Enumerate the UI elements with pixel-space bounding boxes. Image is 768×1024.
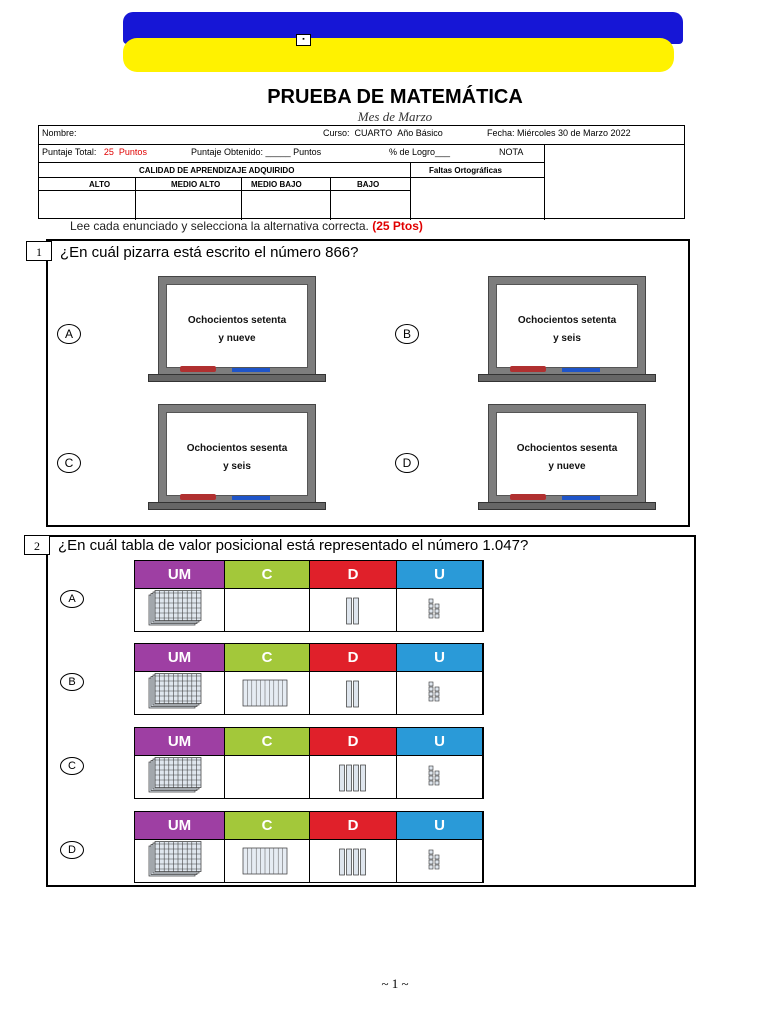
unit-cube-icon <box>435 697 439 701</box>
q2-table-c[interactable] <box>134 727 484 799</box>
q1-board-d[interactable]: Ochocientos sesenta y nueve <box>478 404 656 516</box>
q1-option-d[interactable]: D <box>395 453 419 473</box>
q2-table-d[interactable] <box>134 811 484 883</box>
q2-header-u: U <box>397 561 483 588</box>
unit-cube-icon <box>429 865 433 869</box>
q2-header-c: C <box>225 561 310 588</box>
q2-cell-c <box>225 588 310 631</box>
faltas-header: Faltas Ortográficas <box>429 166 502 175</box>
unit-cube-icon <box>435 687 439 691</box>
unit-cube-icon <box>429 850 433 854</box>
ten-rod-icon <box>354 598 359 624</box>
q2-table-a[interactable] <box>134 560 484 632</box>
page-title: PRUEBA DE MATEMÁTICA <box>267 86 523 108</box>
unit-cube-icon <box>429 771 433 775</box>
q2-header-c: C <box>225 644 310 671</box>
unit-cube-icon <box>435 865 439 869</box>
page-number: ~ 1 ~ <box>381 976 409 991</box>
q1-board-a[interactable]: Ochocientos setenta y nueve <box>148 276 326 388</box>
q2-header-c: C <box>225 728 310 755</box>
q2-header-d: D <box>310 812 397 839</box>
unit-cube-icon <box>435 609 439 613</box>
unit-cube-icon <box>429 766 433 770</box>
q1-board-b[interactable]: Ochocientos setenta y seis <box>478 276 656 388</box>
ten-rod-icon <box>340 765 345 791</box>
q2-cell-d <box>310 755 397 798</box>
level-medio-bajo: MEDIO BAJO <box>251 180 302 189</box>
q1-option-b[interactable]: B <box>395 324 419 344</box>
q1-option-c[interactable]: C <box>57 453 81 473</box>
q2-cell-um <box>135 588 225 631</box>
unit-cube-icon <box>435 614 439 618</box>
unit-cube-icon <box>435 692 439 696</box>
q2-table-b[interactable] <box>134 643 484 715</box>
q2-cell-d <box>310 839 397 882</box>
q2-header-um: UM <box>135 561 225 588</box>
question-2-text: ¿En cuál tabla de valor posicional está representado el número 1.047? <box>58 537 529 554</box>
unit-cube-icon <box>429 697 433 701</box>
q2-cell-um <box>135 839 225 882</box>
q2-cell-d <box>310 671 397 714</box>
q2-header-u: U <box>397 728 483 755</box>
unit-cube-icon <box>429 692 433 696</box>
ten-rod-icon <box>354 765 359 791</box>
thousand-block-icon <box>149 674 201 709</box>
puntaje-total: Puntaje Total: 25 Puntos <box>42 147 147 157</box>
unit-cube-icon <box>435 860 439 864</box>
unit-cube-icon <box>429 855 433 859</box>
q2-header-um: UM <box>135 644 225 671</box>
ten-rod-icon <box>354 681 359 707</box>
q2-cell-um <box>135 755 225 798</box>
q2-cell-u <box>397 839 483 882</box>
unit-cube-icon <box>429 604 433 608</box>
q2-cell-d <box>310 588 397 631</box>
q1-board-c[interactable]: Ochocientos sesenta y seis <box>148 404 326 516</box>
unit-cube-icon <box>429 781 433 785</box>
nota-label: NOTA <box>499 147 524 157</box>
thousand-block-icon <box>149 758 201 793</box>
q2-header-u: U <box>397 812 483 839</box>
q2-cell-c <box>225 755 310 798</box>
unit-cube-icon <box>435 855 439 859</box>
q2-header-d: D <box>310 644 397 671</box>
puntaje-obtenido: Puntaje Obtenido: _____ Puntos <box>191 147 322 157</box>
q2-option-c[interactable]: C <box>60 757 84 775</box>
logro-label: % de Logro___ <box>389 147 451 157</box>
page-subtitle: Mes de Marzo <box>357 109 433 124</box>
unit-cube-icon <box>429 860 433 864</box>
ten-rod-icon <box>347 681 352 707</box>
question-2-number: 2 <box>24 535 50 555</box>
question-1-number: 1 <box>26 241 52 261</box>
level-alto: ALTO <box>89 180 111 189</box>
q2-cell-u <box>397 755 483 798</box>
q2-header-d: D <box>310 728 397 755</box>
ten-rod-icon <box>347 765 352 791</box>
ten-rod-icon <box>361 849 366 875</box>
ten-rod-icon <box>347 598 352 624</box>
unit-cube-icon <box>429 599 433 603</box>
thousand-block-icon <box>149 842 201 877</box>
q2-header-um: UM <box>135 812 225 839</box>
unit-cube-icon <box>429 687 433 691</box>
ten-rod-icon <box>361 765 366 791</box>
q2-option-a[interactable]: A <box>60 590 84 608</box>
instruction: Lee cada enunciado y selecciona la alternativa correcta. (25 Ptos) <box>70 219 423 233</box>
calidad-header: CALIDAD DE APRENDIZAJE ADQUIRIDO <box>139 166 295 175</box>
q2-header-um: UM <box>135 728 225 755</box>
unit-cube-icon <box>435 771 439 775</box>
curso-label: Curso: CUARTO Año Básico <box>323 128 443 138</box>
banner-bottom <box>123 38 674 72</box>
q2-option-d[interactable]: D <box>60 841 84 859</box>
unit-cube-icon <box>429 609 433 613</box>
unit-cube-icon <box>435 781 439 785</box>
q2-header-u: U <box>397 644 483 671</box>
nombre-label: Nombre: <box>42 128 77 138</box>
image-placeholder-icon: ▪ <box>296 34 311 46</box>
thousand-block-icon <box>149 591 201 626</box>
ten-rod-icon <box>354 849 359 875</box>
fecha-label: Fecha: Miércoles 30 de Marzo 2022 <box>487 128 631 138</box>
q2-cell-c <box>225 839 310 882</box>
q2-cell-u <box>397 671 483 714</box>
q2-cell-um <box>135 671 225 714</box>
unit-cube-icon <box>429 776 433 780</box>
q1-option-a[interactable]: A <box>57 324 81 344</box>
ten-rod-icon <box>340 849 345 875</box>
q2-header-d: D <box>310 561 397 588</box>
unit-cube-icon <box>429 614 433 618</box>
q2-cell-u <box>397 588 483 631</box>
student-info-table <box>38 125 685 219</box>
question-1-text: ¿En cuál pizarra está escrito el número 866? <box>60 244 359 261</box>
level-bajo: BAJO <box>357 180 380 189</box>
q2-option-b[interactable]: B <box>60 673 84 691</box>
level-medio-alto: MEDIO ALTO <box>171 180 221 189</box>
unit-cube-icon <box>435 604 439 608</box>
q2-header-c: C <box>225 812 310 839</box>
unit-cube-icon <box>429 682 433 686</box>
unit-cube-icon <box>435 776 439 780</box>
q2-cell-c <box>225 671 310 714</box>
ten-rod-icon <box>347 849 352 875</box>
